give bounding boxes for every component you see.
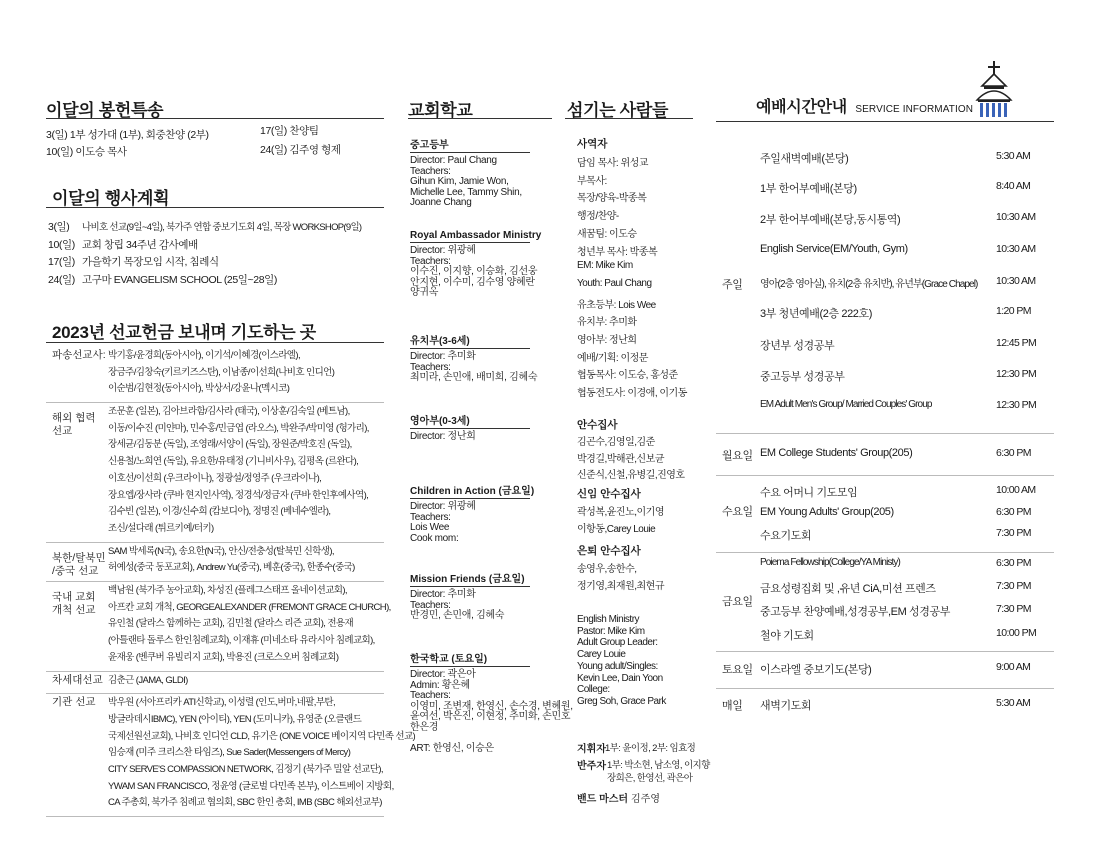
event-row — [48, 219, 361, 234]
service-name: 철야 기도회 — [760, 630, 814, 642]
school-group-body — [410, 352, 537, 384]
service-day: 토요일 — [722, 664, 753, 676]
mission-line: 장요엡/장사라 (쿠바 현지인사역), 정경석/정금자 (쿠바 한인후예사역), — [108, 489, 369, 501]
service-time: 6:30 PM — [996, 557, 1031, 569]
servants-line: 청년부 목사: 박종복 — [577, 246, 658, 258]
servants-line: Young adult/Singles: — [577, 660, 658, 672]
service-name: 새벽기도회 — [760, 700, 812, 712]
event-text: 나비호 선교(9일~4일), 북가주 연합 중보기도회 4일, 목장 WORKSHOP(9일) — [82, 222, 362, 233]
mission-line: 아프칸 교회 개척, GEORGEALEXANDER (FREMONT GRACE CHURCH), — [108, 601, 391, 613]
mission-section — [46, 346, 384, 402]
service-name: 금요성령집회 및 ,유년 CiA,미션 프렌즈 — [760, 583, 936, 595]
service-day: 금요일 — [722, 596, 753, 608]
school-title: 교회학교 — [408, 101, 473, 120]
school-group-name: 한국학교 (토요일) — [410, 650, 530, 667]
service-time: 6:30 PM — [996, 506, 1031, 518]
divider — [46, 207, 384, 208]
school-line: 반경민, 손민애, 김혜숙 — [410, 610, 505, 621]
mission-line: 유인철 (달라스 함께하는 교회), 김민철 (달라스 리즌 교회), 전용재 — [108, 618, 354, 630]
service-name: 이스라엘 중보기도(본당) — [760, 664, 872, 676]
school-group-body — [410, 432, 530, 443]
mission-lines — [108, 544, 355, 577]
mission-label — [52, 591, 96, 617]
service-name: English Service(EM/Youth, Gym) — [760, 243, 908, 255]
school-group-body — [410, 590, 530, 622]
band-label: 밴드 마스터 — [577, 794, 629, 805]
service-day: 월요일 — [722, 450, 753, 462]
event-date: 24(일) — [48, 274, 75, 287]
service-time: 7:30 PM — [996, 603, 1031, 615]
school-line: Gihun Kim, Jamie Won, — [410, 176, 509, 187]
servants-line: 새꿈팀: 이도승 — [577, 228, 637, 240]
mission-line: 이동/이수진 (미얀마), 민수홍/민금엽 (라오스), 박완주/박미영 (헝가리), — [108, 422, 369, 434]
servants-line: Carey Louie — [577, 649, 626, 661]
mission-line: 박우원 (서아프리카 ATI신학교), 이성렬 (인도,버마,네팔,부탄, — [108, 697, 336, 709]
school-line: ART: 한영신, 이승은 — [410, 742, 494, 754]
servants-line: 협동목사: 이도승, 홍성준 — [577, 370, 678, 382]
servants-line: EM: Mike Kim — [577, 260, 633, 272]
mission-line: 윤재웅 (벤쿠버 유빌리지 교회), 박용진 (크로스오버 침례교회) — [108, 651, 339, 663]
mission-line: 백남원 (북가주 농아교회), 차성진 (플레그스태프 올네이션교회), — [108, 585, 347, 597]
divider — [716, 121, 1054, 122]
mission-section — [46, 402, 384, 542]
mission-lines — [108, 348, 334, 398]
school-line: Joanne Chang — [410, 197, 472, 208]
mission-line: 장세균/김동분 (독일), 조영래/서양이 (독일), 장원준/박호진 (독일), — [108, 439, 352, 451]
service-time: 10:30 AM — [996, 275, 1036, 287]
servants-subheading: 신임 안수집사 — [577, 488, 641, 500]
divider — [716, 552, 1054, 553]
servants-subheading: 은퇴 안수집사 — [577, 545, 641, 557]
services-title: 예배시간안내 — [756, 99, 847, 116]
mission-lines — [108, 404, 369, 538]
mission-line: 박기홍/윤경희(동아시아), 이기석/이혜경(이스라엘), — [108, 350, 300, 361]
mission-label-line: 파송선교사: — [52, 349, 106, 361]
school-line: Director: 추미화 — [410, 589, 476, 600]
service-time: 12:30 PM — [996, 399, 1037, 411]
servants-line: 박경길,박해관,신보균 — [577, 453, 664, 465]
mission-label-line: 기관 선교 — [52, 696, 96, 709]
offering-item: 10(일) 이도승 목사 — [46, 146, 127, 158]
mission-line: 김수빈 (일본), 이경/신수희 (캄보디아), 정명진 (베네수엘라), — [108, 506, 331, 518]
mission-line: SAM 박세록(N국), 송요한(N국), 안신/전충성(탈북민 신학생), — [108, 545, 334, 557]
service-name: EM Young Adults' Group(205) — [760, 506, 894, 518]
school-line: Lois Wee — [410, 522, 450, 533]
service-time: 9:00 AM — [996, 661, 1031, 673]
servants-line: English Ministry — [577, 614, 640, 625]
mission-label-line: 해외 협력 — [52, 412, 96, 425]
mission-section — [46, 671, 384, 694]
servants-line: 유초등부: Lois Wee — [577, 299, 656, 311]
mission-line: 장금주/김창숙(키르키즈스탄), 이남종/이선희(나비호 인디언) — [108, 366, 335, 378]
school-line: 최미라, 손민애, 배미희, 김혜숙 — [410, 372, 538, 383]
servants-line: Pastor: Mike Kim — [577, 625, 645, 637]
accompanist-names: 1부: 박소현, 남소영, 이지향 — [607, 760, 710, 771]
mission-line: 이순범/김현정(동아시아), 박상서/강윤나(멕시코) — [108, 383, 290, 395]
mission-line: YWAM SAN FRANCISCO, 정윤영 (글로벌 다민족 본부), 이스트베이 지방회, — [108, 780, 394, 792]
school-group — [410, 570, 530, 622]
divider — [46, 816, 384, 817]
servants-line: Greg Soh, Grace Park — [577, 695, 666, 707]
mission-line: 신용철/노희연 (독일), 유요한/유태정 (기니비사우), 김평옥 (르완다), — [108, 456, 359, 468]
event-row — [48, 237, 198, 252]
divider — [716, 651, 1054, 652]
school-line: Director: 추미화 — [410, 351, 476, 362]
servants-line: 김곤수,김영일,김준 — [577, 437, 655, 448]
accompanist-label: 반주자 — [577, 761, 606, 772]
school-line: Director: 위광혜 — [410, 501, 476, 512]
church-icon — [972, 60, 1030, 122]
service-time: 7:30 PM — [996, 580, 1031, 592]
service-name: 주일새벽예배(본당) — [760, 153, 849, 165]
offering-title: 이달의 봉헌특송 — [46, 101, 164, 120]
servants-line: 정기영,최재원,최현규 — [577, 580, 664, 592]
service-time: 8:40 AM — [996, 180, 1031, 192]
school-group-name: Mission Friends (금요일) — [410, 570, 530, 587]
accompanist-names: 장희은, 한영선, 곽은아 — [607, 773, 693, 784]
mission-line: 방글라데시IBMC), YEN (아이티), YEN (도미니카), 유영준 (오클랜드 — [108, 713, 362, 725]
events-title: 이달의 행사계획 — [52, 189, 170, 208]
servants-line: 유치부: 추미화 — [577, 317, 637, 329]
service-day: 매일 — [722, 700, 743, 712]
service-name: 2부 한어부예배(본당,동시통역) — [760, 214, 901, 226]
mission-line: (아틀랜타 돌루스 한인침례교회), 이재휴 (미네소타 유라시아 침례교회), — [108, 635, 375, 647]
event-date: 3(일) — [48, 221, 70, 233]
school-line: 이수진, 이지향, 이승화, 김선웅 — [410, 266, 538, 277]
mission-label — [52, 412, 96, 438]
event-date: 10(일) — [48, 238, 75, 251]
school-line: Teachers: — [410, 255, 451, 267]
service-time: 12:45 PM — [996, 337, 1037, 349]
mission-line: CITY SERVE'S COMPASSION NETWORK, 김정기 (북가주 밀알 선교단), — [108, 764, 383, 776]
servants-line: 담임 목사: 위성교 — [577, 158, 648, 169]
mission-label — [52, 552, 106, 578]
school-group-body — [410, 246, 537, 299]
mission-line: CA 주총회, 북가주 침례교 협의회, SBC 한인 총회, IMB (SBC 해외선교부) — [108, 797, 382, 809]
divider — [716, 688, 1054, 689]
servants-line: Adult Group Leader: — [577, 637, 658, 649]
servants-line: 행정/찬양- — [577, 211, 619, 223]
event-row — [48, 254, 219, 269]
school-group-name: 영아부(0-3세) — [410, 412, 530, 429]
offering-item: 3(일) 1부 성가대 (1부), 회중찬양 (2부) — [46, 129, 209, 141]
service-time: 10:30 AM — [996, 211, 1036, 223]
mission-lines — [108, 673, 188, 690]
service-time: 10:30 AM — [996, 243, 1036, 255]
service-name: 장년부 성경공부 — [760, 340, 835, 352]
mission-lines — [108, 695, 415, 812]
mission-lines — [108, 583, 391, 666]
divider — [716, 475, 1054, 476]
servants-line: 부목사: — [577, 175, 607, 187]
service-name: 수요 어머니 기도모임 — [760, 487, 858, 499]
servants-line: 협동전도사: 이경애, 이기동 — [577, 388, 687, 400]
divider — [46, 342, 384, 343]
mission-section — [46, 693, 416, 816]
servants-subheading: 안수집사 — [577, 419, 618, 431]
servants-line: 예배/기획: 이정문 — [577, 352, 648, 364]
service-name: 1부 한어부예배(본당) — [760, 183, 857, 195]
mission-label-line: 북한/탈북민 — [52, 551, 106, 564]
conductor-label: 지휘자 — [577, 744, 606, 755]
service-name: 수요기도회 — [760, 530, 812, 542]
event-row — [48, 272, 277, 287]
mission-label-line: /중국 선교 — [52, 564, 99, 577]
service-time: 1:20 PM — [996, 305, 1031, 317]
school-line: Cook mom: — [410, 532, 459, 544]
servants-line: College: — [577, 684, 610, 696]
mission-line: 임승재 (미주 크리스찬 타임즈), Sue Sader(Messengers of Mercy) — [108, 747, 351, 759]
school-line: Director: Paul Chang — [410, 155, 497, 166]
missions-title: 2023년 선교헌금 보내며 기도하는 곳 — [52, 323, 316, 342]
school-line: 윤여선, 박은진, 이현정, 추미화, 손민호 — [410, 711, 571, 722]
school-line: Teachers: — [410, 599, 451, 611]
mission-section — [46, 542, 384, 581]
school-group — [410, 412, 530, 443]
mission-label-line: 차세대선교 — [52, 673, 103, 686]
school-line: Director: 정난희 — [410, 431, 476, 442]
service-day: 수요일 — [722, 506, 753, 518]
school-group-name: 유치부(3-6세) — [410, 332, 530, 349]
school-line: Director: 위광혜 — [410, 245, 476, 256]
servants-line: Kevin Lee, Dain Yoon — [577, 672, 663, 684]
school-group-body — [410, 156, 530, 209]
conductor-names: 1부: 윤이정, 2부: 임효정 — [605, 743, 696, 754]
mission-label — [52, 696, 96, 709]
school-line: Director: 곽은아 — [410, 669, 476, 680]
school-line: Teachers: — [410, 165, 451, 177]
services-title-en: SERVICE INFORMATION — [855, 104, 974, 115]
mission-label-line: 선교 — [52, 425, 73, 438]
school-group-name: 중고등부 — [410, 136, 530, 153]
offering-item: 24(일) 김주영 형제 — [260, 144, 341, 156]
divider — [408, 118, 552, 119]
band-name: 김주영 — [631, 794, 660, 805]
divider — [716, 433, 1054, 434]
school-group-name: Royal Ambassador Ministry — [410, 230, 542, 241]
mission-line: 허예성(중국 동포교회), Andrew Yu(중국), 베훈(중국), 한종수(중국) — [108, 562, 355, 574]
mission-line: 조신/설다래 (튀르키예/터키) — [108, 522, 214, 534]
services-header — [756, 94, 973, 117]
school-line — [410, 733, 573, 744]
school-group-body — [410, 502, 530, 544]
mission-line: 이호선/이선희 (우크라이나), 정광설/정영주 (우크라이나), — [108, 472, 322, 484]
service-name: 중고등부 찬양예배,성경공부,EM 성경공부 — [760, 606, 950, 618]
service-time: 7:30 PM — [996, 527, 1031, 539]
school-line: 양귀옥 — [410, 287, 439, 298]
service-name: 중고등부 성경공부 — [760, 371, 845, 383]
service-name: EM College Students' Group(205) — [760, 447, 913, 459]
service-day: 주일 — [722, 279, 743, 291]
service-time: 6:30 PM — [996, 447, 1031, 459]
school-line: Teachers: — [410, 511, 451, 523]
school-line: 한은경 — [410, 721, 439, 733]
divider — [565, 118, 693, 119]
divider — [46, 118, 384, 119]
mission-line: 김춘근 (JAMA, GLDI) — [108, 674, 188, 686]
servants-subheading: 사역자 — [577, 138, 608, 150]
servants-line: Youth: Paul Chang — [577, 277, 652, 289]
event-text: 고구마 EVANGELISM SCHOOL (25일~28일) — [82, 274, 277, 287]
servants-line: 영아부: 정난희 — [577, 335, 637, 346]
service-time: 12:30 PM — [996, 368, 1037, 380]
mission-label — [52, 349, 106, 362]
service-name: EM Adult Men's Group/ Married Couples' Group — [760, 399, 932, 410]
school-group — [410, 650, 573, 754]
mission-section — [46, 581, 391, 671]
mission-label-line: 국내 교회 — [52, 591, 96, 604]
servants-line: 이항동,Carey Louie — [577, 524, 656, 535]
mission-line: 국제선원선교회), 나비호 인디언 CLD, 유기은 (ONE VOICE 베이지역 다민족 선교) — [108, 730, 416, 742]
offering-item: 17(일) 찬양팀 — [260, 125, 319, 137]
service-time: 10:00 PM — [996, 627, 1037, 639]
school-line: Admin: 황은혜 — [410, 679, 470, 691]
servants-line: 목장/양육-박종복 — [577, 193, 647, 205]
servants-line: 송영우,송한수, — [577, 564, 637, 575]
school-line: 안지현, 이수미, 김수영 양혜란 — [410, 276, 535, 288]
school-group — [410, 136, 530, 209]
school-line: Michelle Lee, Tammy Shin, — [410, 186, 522, 198]
mission-label — [52, 674, 103, 687]
service-name: Poiema Fellowship(College/YA Ministy) — [760, 557, 900, 568]
service-name: 3부 청년예배(2층 222호) — [760, 308, 873, 320]
mission-line: 조문훈 (일본), 김아브라함/김사라 (태국), 이상훈/김숙일 (베트남), — [108, 406, 350, 418]
mission-label-line: 개척 선교 — [52, 604, 96, 617]
school-group — [410, 482, 535, 544]
servants-title: 섬기는 사람들 — [567, 101, 669, 120]
servants-line: 신준식,신철,유병길,진영호 — [577, 470, 685, 482]
school-line: Teachers: — [410, 690, 451, 701]
servants-line: 곽성복,윤진노,이기영 — [577, 507, 664, 518]
service-time: 5:30 AM — [996, 697, 1031, 709]
event-text: 가을학기 목장모임 시작, 침례식 — [82, 256, 219, 269]
service-time: 5:30 AM — [996, 150, 1031, 162]
school-group — [410, 230, 542, 299]
event-text: 교회 창립 34주년 감사예배 — [82, 238, 198, 251]
school-group-body — [410, 670, 573, 754]
school-line: Teachers: — [410, 361, 451, 373]
school-line: 이영미, 조변재, 한영신, 손수경, 변혜원, — [410, 700, 573, 712]
event-date: 17(일) — [48, 256, 75, 269]
school-group-name: Children in Action (금요일) — [410, 482, 530, 499]
service-name: 영아(2층 영아실), 유치(2층 유치반), 유년부(Grace Chapel) — [760, 279, 978, 290]
service-time: 10:00 AM — [996, 484, 1036, 496]
school-group — [410, 332, 537, 384]
